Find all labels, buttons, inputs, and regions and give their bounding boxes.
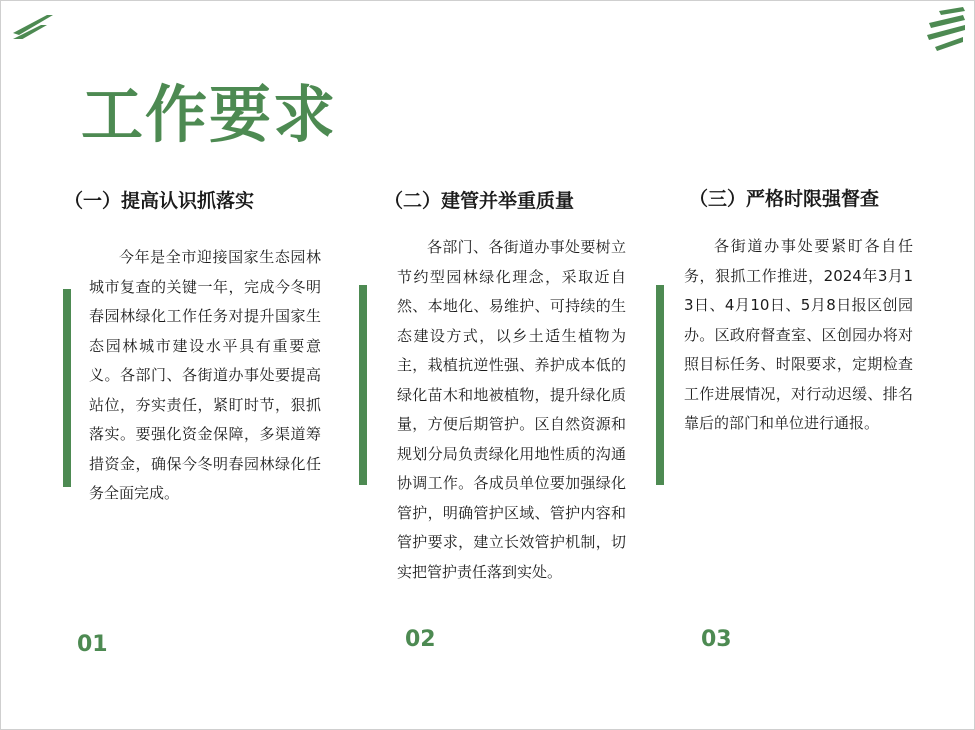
column-3-heading: （三）严格时限强督查	[689, 188, 880, 210]
column-1-accent-bar	[63, 289, 71, 487]
leaf-stripes-icon-right	[925, 7, 967, 51]
column-1-heading: （一）提高认识抓落实	[64, 190, 255, 212]
column-2-body: 各部门、各街道办事处要树立节约型园林绿化理念，采取近自然、本地化、易维护、可持续的生态建设方式，以乡土适生植物为主，栽植抗逆性强、养护成本低的绿化苗木和地被植物，提升绿化质量，方便后期管护。区自然资源和规划分局负责绿化用地性质的沟通协调工作。各成员单位要加强绿化管护，明确管护区域、管护内容和管护要求，建立长效管护机制，切实把管护责任落到实处。	[397, 238, 626, 581]
page-title: 工作要求	[81, 78, 338, 151]
leaf-stripes-icon-left	[11, 13, 55, 39]
column-1-body: 今年是全市迎接国家生态园林城市复查的关键一年，完成今冬明春园林绿化工作任务对提升国家生态园林城市建设水平具有重要意义。各部门、各街道办事处要提高站位，夯实责任，紧盯时节，狠抓落实。要强化资金保障，多渠道筹措资金，确保今冬明春园林绿化任务全面完成。	[89, 248, 321, 502]
column-2-heading: （二）建管并举重质量	[384, 190, 575, 212]
column-3-number: 03	[701, 627, 732, 652]
column-3-body: 各街道办事处要紧盯各自任务，狠抓工作推进，2024年3月13日、4月10日、5月8日报区创园办。区政府督查室、区创园办将对照目标任务、时限要求，定期检查工作进展情况，对行动迟缓、排名靠后的部门和单位进行通报。	[684, 237, 913, 432]
column-2-accent-bar	[359, 285, 367, 485]
column-3-accent-bar	[656, 285, 664, 485]
column-2-number: 02	[405, 627, 436, 652]
column-1-number: 01	[77, 632, 108, 657]
